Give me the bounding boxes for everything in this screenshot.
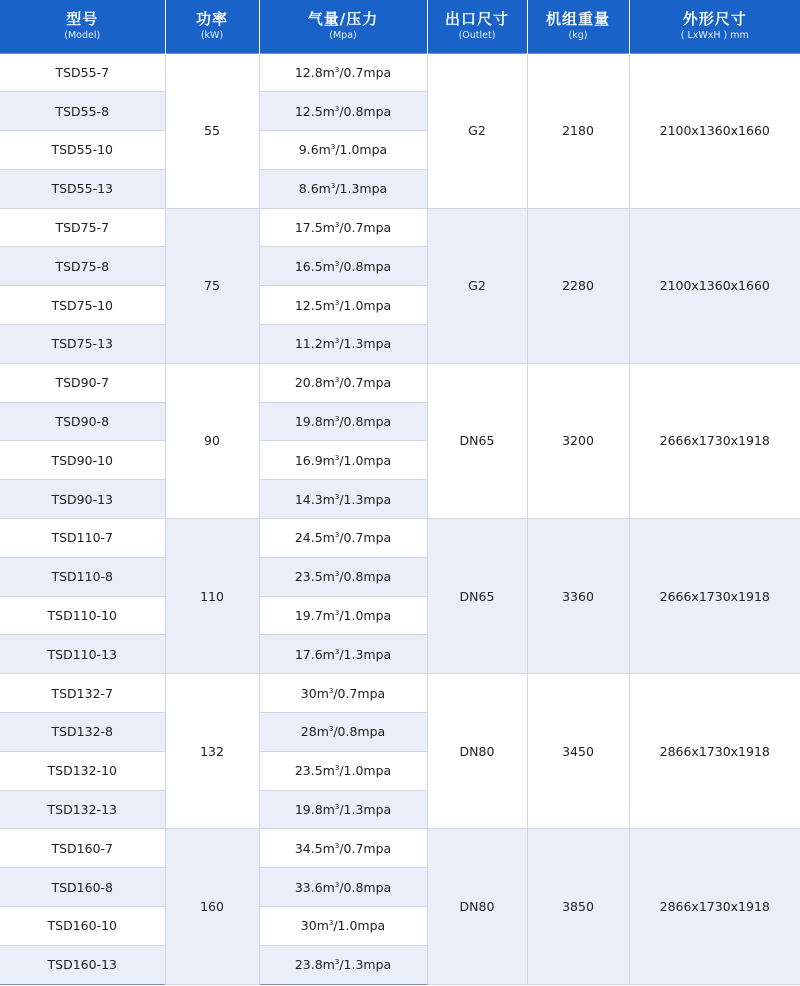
header-outlet-title: 出口尺寸	[444, 10, 509, 29]
header-weight-title: 机组重量	[545, 10, 610, 29]
flow-pressure-cell	[259, 286, 427, 325]
flow-unit: m	[322, 103, 335, 119]
weight-cell: 2280	[527, 208, 629, 363]
weight-cell: 3450	[527, 674, 629, 829]
flow-value: 12.5	[294, 297, 323, 313]
model-cell: TSD160-8	[0, 868, 165, 907]
model-cell: TSD110-13	[0, 635, 165, 674]
pressure-value: /0.7mpa	[339, 375, 392, 391]
flow-pressure-cell	[259, 92, 427, 131]
flow-unit-exponent: 3	[334, 492, 340, 501]
flow-pressure-cell	[259, 635, 427, 674]
pressure-value: /1.3mpa	[339, 802, 392, 818]
table-row	[0, 829, 800, 868]
pressure-value: /0.8mpa	[339, 258, 392, 274]
flow-unit-exponent: 3	[328, 725, 334, 734]
flow-pressure-cell	[259, 131, 427, 170]
outlet-cell: DN65	[427, 363, 527, 518]
flow-unit-exponent: 3	[334, 298, 340, 307]
header-dimensions-title: 外形尺寸	[682, 10, 747, 29]
flow-unit: m	[322, 569, 335, 585]
flow-pressure-cell	[259, 829, 427, 868]
power-cell: 160	[165, 829, 259, 984]
flow-unit-exponent: 3	[334, 647, 340, 656]
weight-cell: 2180	[527, 53, 629, 208]
header-outlet-sub: (Outlet)	[458, 30, 496, 42]
flow-unit-exponent: 3	[334, 414, 340, 423]
flow-unit: m	[318, 142, 331, 158]
dimensions-cell: 2100x1360x1660	[629, 53, 800, 208]
pressure-value: /1.0mpa	[339, 763, 392, 779]
model-cell: TSD160-13	[0, 945, 165, 984]
flow-unit-exponent: 3	[334, 65, 340, 74]
flow-unit: m	[322, 220, 335, 236]
flow-unit-exponent: 3	[334, 453, 340, 462]
flow-unit-exponent: 3	[334, 531, 340, 540]
flow-unit-exponent: 3	[334, 880, 340, 889]
flow-unit-exponent: 3	[334, 841, 340, 850]
flow-pressure-cell	[259, 208, 427, 247]
flow-unit: m	[322, 297, 335, 313]
pressure-value: /1.3mpa	[339, 957, 392, 973]
flow-value: 19.8	[294, 802, 323, 818]
flow-value: 14.3	[294, 491, 323, 507]
flow-pressure-cell	[259, 557, 427, 596]
flow-value: 19.8	[294, 414, 323, 430]
power-cell: 132	[165, 674, 259, 829]
pressure-value: /1.3mpa	[339, 491, 392, 507]
table-row	[0, 363, 800, 402]
flow-value: 28	[300, 724, 317, 740]
flow-pressure-cell	[259, 169, 427, 208]
flow-unit: m	[322, 802, 335, 818]
flow-value: 17.6	[294, 646, 323, 662]
flow-value: 24.5	[294, 530, 323, 546]
flow-unit-exponent: 3	[334, 958, 340, 967]
outlet-cell: G2	[427, 208, 527, 363]
model-cell: TSD75-8	[0, 247, 165, 286]
header-power-title: 功率	[195, 10, 228, 29]
pressure-value: /0.8mpa	[339, 414, 392, 430]
flow-unit: m	[322, 957, 335, 973]
pressure-value: /0.7mpa	[339, 530, 392, 546]
flow-unit-exponent: 3	[328, 686, 334, 695]
model-cell: TSD55-10	[0, 131, 165, 170]
model-cell: TSD110-10	[0, 596, 165, 635]
flow-pressure-cell	[259, 790, 427, 829]
model-cell: TSD75-10	[0, 286, 165, 325]
flow-unit: m	[316, 724, 329, 740]
flow-unit-exponent: 3	[334, 220, 340, 229]
flow-unit: m	[316, 685, 329, 701]
pressure-value: /0.8mpa	[339, 103, 392, 119]
flow-unit-exponent: 3	[330, 182, 336, 191]
flow-unit: m	[318, 181, 331, 197]
pressure-value: /0.8mpa	[339, 879, 392, 895]
flow-unit: m	[316, 918, 329, 934]
flow-value: 19.7	[294, 608, 323, 624]
flow-unit: m	[322, 646, 335, 662]
header-model-title: 型号	[66, 10, 99, 29]
flow-unit-exponent: 3	[330, 143, 336, 152]
model-cell: TSD90-13	[0, 480, 165, 519]
header-dimensions	[629, 0, 800, 53]
dimensions-cell: 2866x1730x1918	[629, 829, 800, 984]
outlet-cell: DN65	[427, 519, 527, 674]
dimensions-cell: 2100x1360x1660	[629, 208, 800, 363]
flow-pressure-cell	[259, 519, 427, 558]
flow-pressure-cell	[259, 674, 427, 713]
pressure-value: /1.0mpa	[339, 452, 392, 468]
flow-unit: m	[322, 336, 335, 352]
flow-unit-exponent: 3	[334, 104, 340, 113]
outlet-cell: DN80	[427, 674, 527, 829]
flow-unit: m	[322, 414, 335, 430]
flow-pressure-cell	[259, 596, 427, 635]
pressure-value: /1.0mpa	[333, 918, 386, 934]
dimensions-cell: 2666x1730x1918	[629, 519, 800, 674]
pressure-value: /1.3mpa	[339, 646, 392, 662]
header-flow-title: 气量/压力	[307, 10, 379, 29]
model-cell: TSD132-7	[0, 674, 165, 713]
header-weight	[527, 0, 629, 53]
outlet-cell: DN80	[427, 829, 527, 984]
flow-value: 17.5	[294, 220, 323, 236]
header-row	[0, 0, 800, 53]
table-row	[0, 519, 800, 558]
flow-unit-exponent: 3	[334, 608, 340, 617]
flow-value: 34.5	[294, 840, 323, 856]
flow-unit: m	[322, 763, 335, 779]
pressure-value: /0.7mpa	[339, 220, 392, 236]
flow-unit: m	[322, 879, 335, 895]
flow-pressure-cell	[259, 868, 427, 907]
flow-unit: m	[322, 258, 335, 274]
model-cell: TSD160-10	[0, 907, 165, 946]
header-model	[0, 0, 165, 53]
header-outlet	[427, 0, 527, 53]
flow-value: 30	[300, 685, 317, 701]
flow-pressure-cell	[259, 441, 427, 480]
flow-unit-exponent: 3	[334, 337, 340, 346]
flow-pressure-cell	[259, 713, 427, 752]
pressure-value: /1.3mpa	[335, 181, 388, 197]
header-flow	[259, 0, 427, 53]
weight-cell: 3850	[527, 829, 629, 984]
pressure-value: /0.7mpa	[339, 840, 392, 856]
flow-unit-exponent: 3	[334, 570, 340, 579]
power-cell: 110	[165, 519, 259, 674]
model-cell: TSD75-7	[0, 208, 165, 247]
pressure-value: /0.7mpa	[333, 685, 386, 701]
flow-unit: m	[322, 375, 335, 391]
flow-unit-exponent: 3	[334, 376, 340, 385]
weight-cell: 3200	[527, 363, 629, 518]
pressure-value: /1.0mpa	[339, 608, 392, 624]
flow-value: 23.5	[294, 569, 323, 585]
flow-pressure-cell	[259, 907, 427, 946]
flow-unit-exponent: 3	[334, 764, 340, 773]
header-power	[165, 0, 259, 53]
flow-unit: m	[322, 64, 335, 80]
table-row	[0, 208, 800, 247]
flow-value: 20.8	[294, 375, 323, 391]
flow-value: 12.5	[294, 103, 323, 119]
table-row	[0, 53, 800, 92]
flow-unit-exponent: 3	[334, 259, 340, 268]
flow-value: 11.2	[294, 336, 323, 352]
model-cell: TSD90-8	[0, 402, 165, 441]
flow-value: 9.6	[298, 142, 319, 158]
header-dimensions-sub: ( LxWxH ) mm	[680, 30, 749, 42]
weight-cell: 3360	[527, 519, 629, 674]
flow-unit-exponent: 3	[334, 802, 340, 811]
model-cell: TSD90-10	[0, 441, 165, 480]
flow-pressure-cell	[259, 325, 427, 364]
model-cell: TSD55-7	[0, 53, 165, 92]
flow-value: 23.8	[294, 957, 323, 973]
table-header	[0, 0, 800, 53]
pressure-value: /0.8mpa	[339, 569, 392, 585]
flow-value: 8.6	[298, 181, 319, 197]
pressure-value: /0.8mpa	[333, 724, 386, 740]
flow-value: 16.9	[294, 452, 323, 468]
pressure-value: /1.0mpa	[335, 142, 388, 158]
model-cell: TSD132-13	[0, 790, 165, 829]
model-cell: TSD160-7	[0, 829, 165, 868]
power-cell: 75	[165, 208, 259, 363]
flow-value: 12.8	[294, 64, 323, 80]
flow-pressure-cell	[259, 751, 427, 790]
flow-unit: m	[322, 530, 335, 546]
header-flow-sub: (Mpa)	[329, 30, 357, 42]
flow-pressure-cell	[259, 480, 427, 519]
power-cell: 55	[165, 53, 259, 208]
flow-pressure-cell	[259, 402, 427, 441]
model-cell: TSD132-10	[0, 751, 165, 790]
flow-value: 16.5	[294, 258, 323, 274]
flow-unit: m	[322, 452, 335, 468]
flow-pressure-cell	[259, 363, 427, 402]
flow-pressure-cell	[259, 247, 427, 286]
flow-unit: m	[322, 608, 335, 624]
model-cell: TSD55-8	[0, 92, 165, 131]
model-cell: TSD110-7	[0, 519, 165, 558]
flow-unit: m	[322, 840, 335, 856]
flow-value: 33.6	[294, 879, 323, 895]
flow-unit: m	[322, 491, 335, 507]
model-cell: TSD132-8	[0, 713, 165, 752]
pressure-value: /1.0mpa	[339, 297, 392, 313]
flow-unit-exponent: 3	[328, 919, 334, 928]
outlet-cell: G2	[427, 53, 527, 208]
dimensions-cell: 2866x1730x1918	[629, 674, 800, 829]
flow-pressure-cell	[259, 53, 427, 92]
table-body	[0, 53, 800, 984]
model-cell: TSD110-8	[0, 557, 165, 596]
header-model-sub: (Model)	[64, 30, 101, 42]
flow-value: 30	[300, 918, 317, 934]
pressure-value: /1.3mpa	[339, 336, 392, 352]
model-cell: TSD90-7	[0, 363, 165, 402]
dimensions-cell: 2666x1730x1918	[629, 363, 800, 518]
table-row	[0, 674, 800, 713]
header-power-sub: (kW)	[200, 30, 224, 42]
header-weight-sub: (kg)	[568, 30, 588, 42]
flow-value: 23.5	[294, 763, 323, 779]
model-cell: TSD75-13	[0, 325, 165, 364]
power-cell: 90	[165, 363, 259, 518]
flow-pressure-cell	[259, 945, 427, 984]
model-cell: TSD55-13	[0, 169, 165, 208]
pressure-value: /0.7mpa	[339, 64, 392, 80]
